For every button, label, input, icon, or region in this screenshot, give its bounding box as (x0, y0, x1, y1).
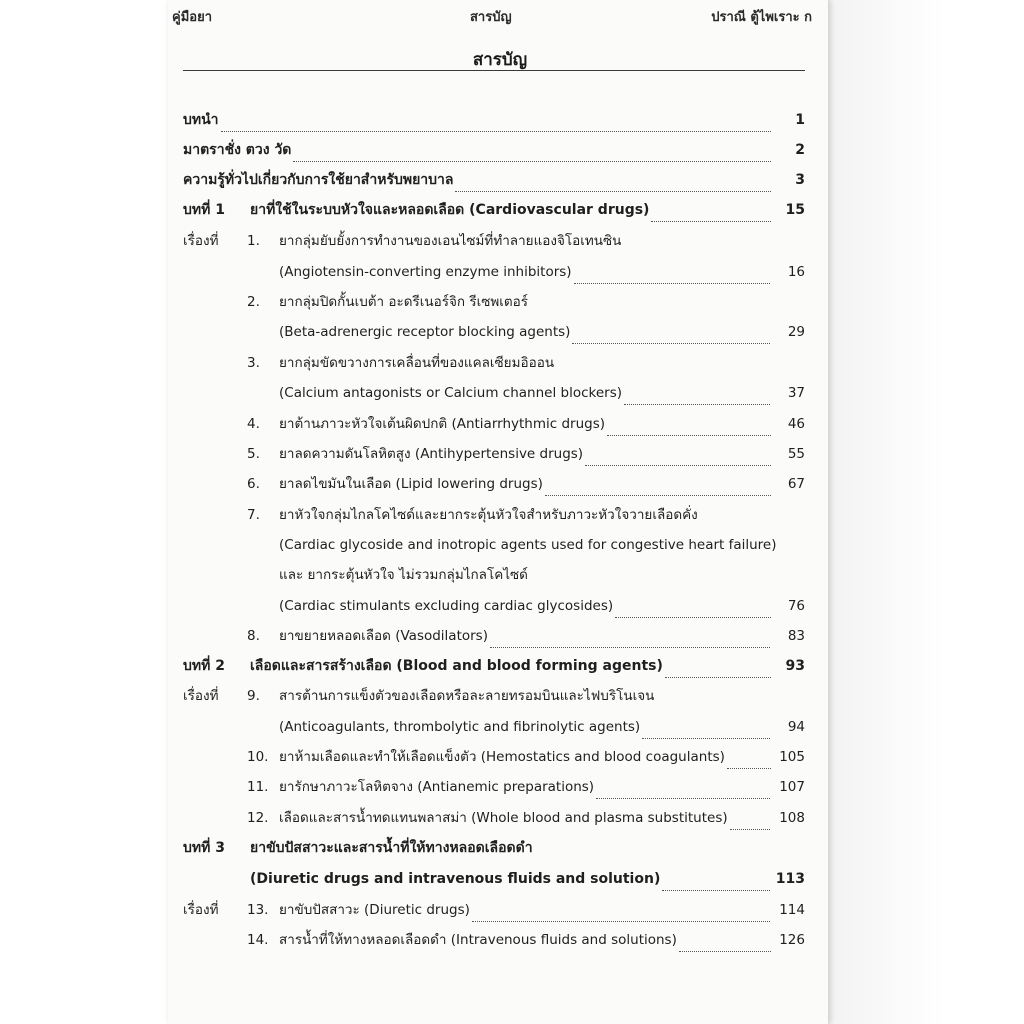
page-number: 2 (795, 142, 805, 158)
toc-row (183, 503, 805, 527)
toc-row (183, 260, 805, 284)
entry-title-text: (Cardiac stimulants excluding cardiac glycosides) (279, 598, 614, 614)
entry-title (279, 412, 771, 436)
running-header-author-page: ปราณี ตู้ไพเราะ ก (711, 10, 812, 25)
running-header-section: สารบัญ (470, 10, 512, 25)
entry-title (279, 351, 805, 375)
page-number: 94 (787, 719, 805, 735)
entry-title (279, 320, 771, 344)
running-header (172, 4, 812, 26)
chapter-label: บทที่ 3 (183, 840, 225, 856)
toc-row (183, 836, 805, 860)
entry-title (279, 624, 771, 648)
entry-title-text: ยารักษาภาวะโลหิตจาง (Antianemic preparations) (279, 779, 595, 795)
toc-row (183, 715, 805, 739)
leader-dots (651, 215, 771, 222)
leader-dots (642, 732, 771, 739)
entry-title (183, 138, 771, 162)
entry-title (250, 654, 771, 678)
leader-dots (662, 884, 771, 891)
page-number: 55 (787, 446, 805, 462)
entry-title (279, 442, 771, 466)
entry-title-text: (Beta-adrenergic receptor blocking agents) (279, 324, 571, 340)
entry-title-text: (Anticoagulants, thrombolytic and fibrinolytic agents) (279, 719, 641, 735)
entry-title (279, 684, 805, 708)
item-number: 5. (247, 446, 260, 462)
leader-dots (472, 915, 771, 922)
entry-title-text: ยากลุ่มยับยั้งการทำงานของเอนไซม์ที่ทำลายแองจิโอเทนซิน (279, 233, 622, 249)
leader-dots (574, 277, 771, 284)
section-label: เรื่องที่ (183, 902, 219, 918)
leader-dots (730, 823, 771, 830)
item-number: 3. (247, 355, 260, 371)
item-number: 2. (247, 294, 260, 310)
leader-dots (615, 611, 771, 618)
item-number: 10. (247, 749, 269, 765)
entry-title-text: ยาลดไขมันในเลือด (Lipid lowering drugs) (279, 476, 543, 492)
entry-title (279, 381, 771, 405)
entry-title-text: มาตราชั่ง ตวง วัด (183, 142, 292, 158)
leader-dots (727, 762, 771, 769)
page-number: 126 (779, 932, 805, 948)
entry-title (279, 898, 771, 922)
entry-title (250, 836, 805, 860)
entry-title (279, 806, 771, 830)
toc-row (183, 229, 805, 253)
item-number: 8. (247, 628, 260, 644)
entry-title-text: ยาขับปัสสาวะและสารน้ำที่ให้ทางหลอดเลือดดำ (250, 840, 533, 856)
item-number: 9. (247, 688, 260, 704)
running-header-book-title: คู่มือยา (172, 10, 212, 25)
entry-title (250, 198, 771, 222)
page-number: 46 (787, 416, 805, 432)
leader-dots (607, 429, 771, 436)
toc-row (183, 928, 805, 952)
page-number: 16 (787, 264, 805, 280)
toc-row (183, 898, 805, 922)
entry-title-text: ยาขยายหลอดเลือด (Vasodilators) (279, 628, 488, 644)
item-number: 4. (247, 416, 260, 432)
toc-row (183, 290, 805, 314)
toc-row (183, 138, 805, 162)
title-rule (183, 70, 805, 71)
entry-title-text: ยาต้านภาวะหัวใจเต้นผิดปกติ (Antiarrhythmic drugs) (279, 416, 606, 432)
page-number: 114 (779, 902, 805, 918)
leader-dots (545, 489, 771, 496)
entry-title (279, 745, 771, 769)
toc-row (183, 198, 805, 222)
leader-dots (572, 337, 771, 344)
leader-dots (455, 185, 771, 192)
leader-dots (665, 671, 771, 678)
toc-row (183, 412, 805, 436)
entry-title-text: ยาที่ใช้ในระบบหัวใจและหลอดเลือด (Cardiovascular drugs) (250, 202, 650, 218)
entry-title-text: เลือดและสารสร้างเลือด (Blood and blood forming agents) (250, 658, 663, 674)
entry-title (279, 928, 771, 952)
toc-row (183, 684, 805, 708)
toc-row (183, 775, 805, 799)
entry-title-text: ยาลดความดันโลหิตสูง (Antihypertensive drugs) (279, 446, 584, 462)
toc-row (183, 745, 805, 769)
page-edge (828, 0, 829, 1024)
entry-title (279, 260, 771, 284)
entry-title-text: สารน้ำที่ให้ทางหลอดเลือดดำ (Intravenous fluids and solutions) (279, 932, 677, 948)
item-number: 12. (247, 810, 269, 826)
toc-row (183, 654, 805, 678)
toc-row (183, 563, 805, 587)
entry-title (279, 229, 805, 253)
item-number: 14. (247, 932, 269, 948)
item-number: 1. (247, 233, 260, 249)
toc-row (183, 442, 805, 466)
page-title: สารบัญ (472, 50, 528, 70)
page-number: 105 (779, 749, 805, 765)
toc-row (183, 624, 805, 648)
page-number: 107 (779, 779, 805, 795)
leader-dots (624, 398, 771, 405)
entry-title (279, 472, 771, 496)
toc-row (183, 320, 805, 344)
entry-title (250, 867, 771, 891)
entry-title-text: ยาขับปัสสาวะ (Diuretic drugs) (279, 902, 470, 918)
entry-title (279, 290, 805, 314)
page-number: 83 (787, 628, 805, 644)
page-number: 67 (787, 476, 805, 492)
page-number: 29 (787, 324, 805, 340)
entry-title (279, 775, 771, 799)
page-number: 108 (779, 810, 805, 826)
toc-row (183, 594, 805, 618)
entry-title-text: เลือดและสารน้ำทดแทนพลาสม่า (Whole blood and plasma substitutes) (279, 810, 728, 826)
page-number: 113 (775, 871, 805, 887)
leader-dots (679, 945, 771, 952)
item-number: 11. (247, 779, 269, 795)
leader-dots (490, 641, 771, 648)
entry-title-text: (Calcium antagonists or Calcium channel blockers) (279, 385, 622, 401)
entry-title-text: ยากลุ่มปิดกั้นเบต้า อะดรีเนอร์จิก รีเซพเตอร์ (279, 294, 529, 310)
toc-row (183, 108, 805, 132)
chapter-label: บทที่ 1 (183, 202, 225, 218)
page-number: 3 (795, 172, 805, 188)
page-number: 93 (785, 658, 805, 674)
entry-title-text: บทนำ (183, 112, 219, 128)
item-number: 7. (247, 507, 260, 523)
entry-title (183, 108, 771, 132)
leader-dots (293, 155, 771, 162)
chapter-label: บทที่ 2 (183, 658, 225, 674)
entry-title (279, 563, 805, 587)
toc-row (183, 351, 805, 375)
item-number: 6. (247, 476, 260, 492)
leader-dots (221, 125, 771, 132)
entry-title-text: สารต้านการแข็งตัวของเลือดหรือละลายทรอมบินและไฟบริโนเจน (279, 688, 655, 704)
entry-title-text: (Cardiac glycoside and inotropic agents used for congestive heart failure) (279, 537, 777, 553)
entry-title-text: ยาหัวใจกลุ่มไกลโคไซด์และยากระตุ้นหัวใจสำหรับภาวะหัวใจวายเลือดคั่ง (279, 507, 698, 523)
page-number: 1 (795, 112, 805, 128)
entry-title-text: ความรู้ทั่วไปเกี่ยวกับการใช้ยาสำหรับพยาบาล (183, 172, 454, 188)
entry-title-text: และ ยากระตุ้นหัวใจ ไม่รวมกลุ่มไกลโคไซด์ (279, 567, 528, 583)
toc-row (183, 533, 805, 557)
entry-title (183, 168, 771, 192)
item-number: 13. (247, 902, 269, 918)
page-number: 15 (785, 202, 805, 218)
entry-title (279, 594, 771, 618)
toc-row (183, 867, 805, 891)
toc-row (183, 168, 805, 192)
toc-row (183, 806, 805, 830)
entry-title (279, 533, 805, 557)
page-number: 37 (787, 385, 805, 401)
toc-row (183, 381, 805, 405)
entry-title (279, 715, 771, 739)
adjacent-page-margin (828, 0, 1024, 1024)
leader-dots (596, 792, 771, 799)
entry-title-text: (Diuretic drugs and intravenous fluids and solution) (250, 871, 661, 887)
section-label: เรื่องที่ (183, 233, 219, 249)
entry-title-text: ยาห้ามเลือดและทำให้เลือดแข็งตัว (Hemostatics and blood coagulants) (279, 749, 725, 765)
section-label: เรื่องที่ (183, 688, 219, 704)
page-number: 76 (787, 598, 805, 614)
toc-row (183, 472, 805, 496)
entry-title (279, 503, 805, 527)
leader-dots (585, 459, 771, 466)
entry-title-text: (Angiotensin-converting enzyme inhibitors) (279, 264, 572, 280)
entry-title-text: ยากลุ่มขัดขวางการเคลื่อนที่ของแคลเซียมอิออน (279, 355, 555, 371)
